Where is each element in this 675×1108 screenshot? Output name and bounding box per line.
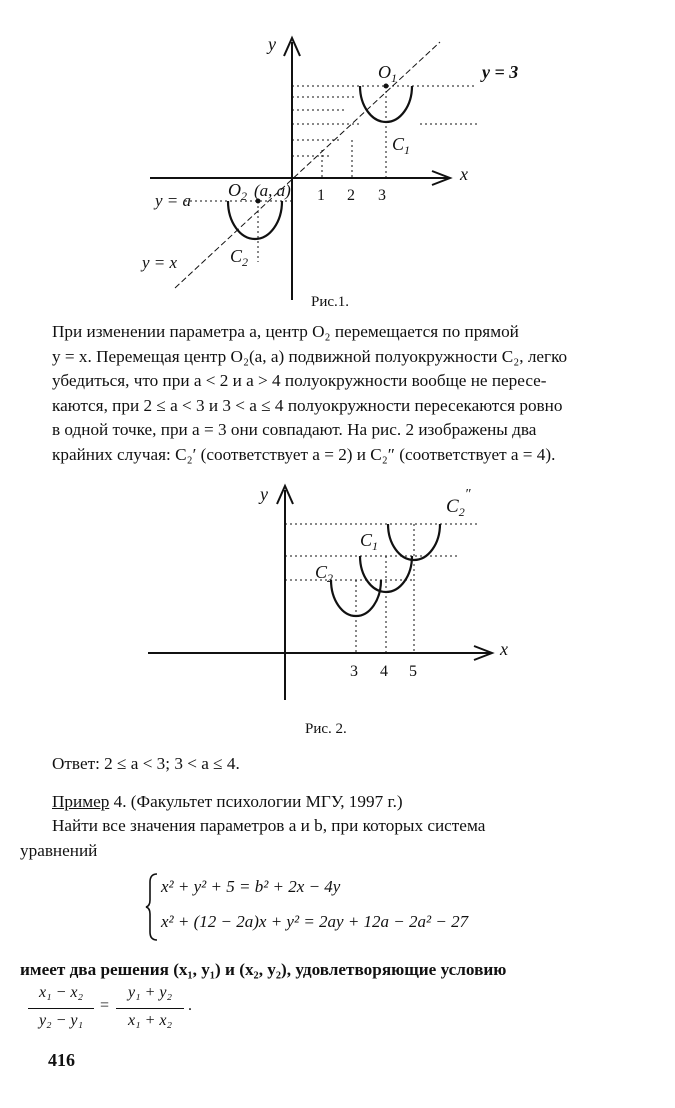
svg-text:C2: $C_2$ <box>230 246 249 269</box>
semicircle-c2 <box>228 201 282 239</box>
fig1-label-o2: O <box>228 180 241 200</box>
fig1-label-ya: y = a <box>155 191 192 210</box>
fig2-x-axis-label: x <box>500 639 508 659</box>
answer <box>52 752 640 777</box>
fig1-label-o1: O <box>378 62 391 82</box>
figure-1 <box>0 0 675 320</box>
fig2-label-c2pp: C <box>446 496 459 517</box>
fig1-tick-2: 2 <box>347 187 355 204</box>
fig2-tick-4: 4 <box>380 663 388 680</box>
fig1-x-axis-label: x <box>460 164 468 184</box>
fig2-tick-3: 3 <box>350 663 358 680</box>
fig1-y-axis-label: y <box>268 34 276 54</box>
svg-text:O2: $O_2$ <box>228 180 247 203</box>
para1-line-1: При изменении параметра a, центр O₂ перемещается по прямой <box>52 322 519 341</box>
fig1-label-c2: C <box>230 246 243 266</box>
fraction-condition <box>28 984 248 1038</box>
example-condition <box>20 958 640 983</box>
para1-line-2: y = x. Перемещая центр O₂(a, a) подвижной полуокружности C₂, легко <box>52 346 568 366</box>
frac2-numerator: y₁ + y₂ <box>127 984 173 1001</box>
svg-text:C2: $C_2$ <box>315 562 334 585</box>
line-y-equals-x <box>175 42 440 288</box>
condition-text: имеет два решения (x₁, y₁) и (x₂, y₂), удовлетворяющие условию <box>20 960 507 979</box>
fig2-caption: Рис. 2. <box>305 721 347 737</box>
equation-2: x² + (12 − 2a)x + y² = 2ay + 12a − 2a² − 27 <box>161 912 469 931</box>
fig2-label-c2: C <box>315 562 328 582</box>
frac1-numerator: x₁ − x₂ <box>38 984 84 1001</box>
svg-text:C1: $C_1$ <box>392 134 411 157</box>
fig2-label-c1: C <box>360 530 373 550</box>
svg-text:O1: $O_1$ <box>378 62 397 85</box>
task-line-2: уравнений <box>20 840 98 860</box>
fig1-tick-3: 3 <box>378 187 386 204</box>
fig2-tick-5: 5 <box>409 663 417 680</box>
figure-2 <box>0 470 675 740</box>
example-heading-word: Пример <box>52 792 110 811</box>
answer-text: Ответ: 2 ≤ a < 3; 3 < a ≤ 4. <box>52 754 240 773</box>
example-task <box>20 814 640 863</box>
fig1-label-c1: C <box>392 134 405 154</box>
equals-sign: = <box>100 997 110 1014</box>
brace-icon <box>145 872 159 942</box>
equation-system <box>145 872 565 942</box>
fig1-caption: Рис.1. <box>311 294 350 310</box>
paragraph-1 <box>52 320 640 467</box>
page-number: 416 <box>48 1050 75 1070</box>
frac1-denominator: y₂ − y₁ <box>38 1012 84 1029</box>
para1-line-4: каются, при 2 ≤ a < 3 и 3 < a ≤ 4 полуокружности пересекаются ровно <box>52 395 563 415</box>
example-heading <box>52 790 640 815</box>
fig1-tick-1: 1 <box>317 187 325 204</box>
fig1-label-y3: y = 3 <box>482 62 519 82</box>
svg-text:C2″: $C_2''$ <box>446 487 471 519</box>
fig2-y-axis-label: y <box>260 484 268 504</box>
fig1-label-yx: y = x <box>142 253 178 272</box>
frac2-denominator: x₁ + x₂ <box>127 1012 173 1029</box>
example-heading-rest: 4. (Факультет психологии МГУ, 1997 г.) <box>109 792 403 811</box>
fig1-label-o2-coords: (a, a) <box>254 181 291 200</box>
equation-1: x² + y² + 5 = b² + 2x − 4y <box>161 877 341 896</box>
svg-text:C1: $C_1$ <box>360 530 379 553</box>
task-line-1: Найти все значения параметров a и b, при которых система <box>52 816 486 835</box>
para1-line-3: убедиться, что при a < 2 и a > 4 полуокружности вообще не пересе- <box>52 371 547 390</box>
para1-line-5: в одной точке, при a = 3 они совпадают. На рис. 2 изображены два <box>52 420 537 439</box>
para1-line-6: крайних случая: C₂′ (соответствует a = 2) и C₂″ (соответствует a = 4). <box>52 444 556 464</box>
end-period: . <box>188 997 192 1014</box>
